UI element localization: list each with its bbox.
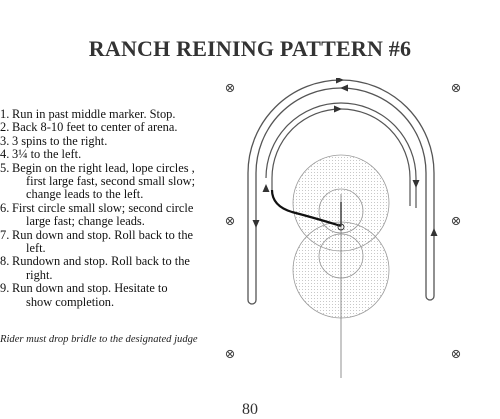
marker-icon bbox=[226, 84, 233, 91]
page-title: RANCH REINING PATTERN #6 bbox=[88, 36, 412, 61]
arrow-right-inner bbox=[413, 180, 420, 188]
pattern-step bbox=[0, 202, 225, 229]
pattern-step bbox=[0, 282, 225, 309]
step-number: 6. bbox=[0, 200, 10, 215]
step-text bbox=[12, 148, 225, 161]
step-text bbox=[12, 202, 225, 229]
step-text bbox=[12, 135, 225, 148]
step-text bbox=[12, 255, 225, 282]
pattern-steps bbox=[0, 108, 225, 309]
step-number: 7. bbox=[0, 227, 10, 242]
step-number: 4. bbox=[0, 147, 10, 162]
step-number: 9. bbox=[0, 281, 10, 296]
step-line: 3¼ to the left. bbox=[12, 147, 82, 162]
step-line: 3 spins to the right. bbox=[12, 133, 108, 148]
step-number: 1. bbox=[0, 107, 10, 121]
step-text bbox=[12, 162, 225, 202]
pattern-diagram bbox=[220, 78, 470, 388]
pattern-step bbox=[0, 135, 225, 148]
step-line: large fast; change leads. bbox=[26, 214, 145, 229]
pattern-step bbox=[0, 255, 225, 282]
step-line: left. bbox=[26, 241, 46, 256]
step-number: 8. bbox=[0, 254, 10, 269]
arrow-left-up bbox=[263, 184, 270, 192]
page-number: 80 bbox=[242, 401, 258, 418]
step-line: Run down and stop. Roll back to the bbox=[12, 227, 194, 242]
step-line: Begin on the right lead, lope circles , bbox=[12, 160, 195, 175]
step-line: Rundown and stop. Roll back to the bbox=[12, 254, 190, 269]
step-line: change leads to the left. bbox=[26, 187, 144, 202]
step-text bbox=[12, 108, 225, 121]
arrow-inner-top bbox=[334, 106, 342, 113]
judge-note: Rider must drop bridle to the designated judge bbox=[0, 334, 198, 345]
pattern-step bbox=[0, 229, 225, 256]
arrow-outer-top bbox=[336, 78, 344, 84]
step-line: show completion. bbox=[26, 294, 115, 309]
step-line: first large fast, second small slow; bbox=[26, 174, 196, 189]
step-text bbox=[12, 229, 225, 256]
step-number: 3. bbox=[0, 133, 10, 148]
marker-icon bbox=[452, 84, 459, 91]
rundown-end-right bbox=[426, 296, 434, 300]
arrow-right-up bbox=[431, 228, 438, 236]
step-line: Run in past middle marker. Stop. bbox=[12, 107, 176, 121]
step-line: right. bbox=[26, 267, 53, 282]
marker-icon bbox=[226, 217, 233, 224]
step-line: Back 8-10 feet to center of arena. bbox=[12, 120, 178, 135]
marker-icon bbox=[226, 350, 233, 357]
marker-icon bbox=[452, 217, 459, 224]
arrow-left-down bbox=[253, 220, 260, 228]
step-number: 5. bbox=[0, 160, 10, 175]
step-line: First circle small slow; second circle bbox=[12, 200, 194, 215]
rundown-end-left bbox=[248, 300, 256, 304]
step-number: 2. bbox=[0, 120, 10, 135]
step-text bbox=[12, 282, 225, 309]
pattern-step bbox=[0, 148, 225, 161]
pattern-step bbox=[0, 121, 225, 134]
pattern-step bbox=[0, 108, 225, 121]
marker-icon bbox=[452, 350, 459, 357]
pattern-step bbox=[0, 162, 225, 202]
arrow-middle-top bbox=[340, 85, 348, 92]
step-text bbox=[12, 121, 225, 134]
step-line: Run down and stop. Hesitate to bbox=[12, 281, 168, 296]
